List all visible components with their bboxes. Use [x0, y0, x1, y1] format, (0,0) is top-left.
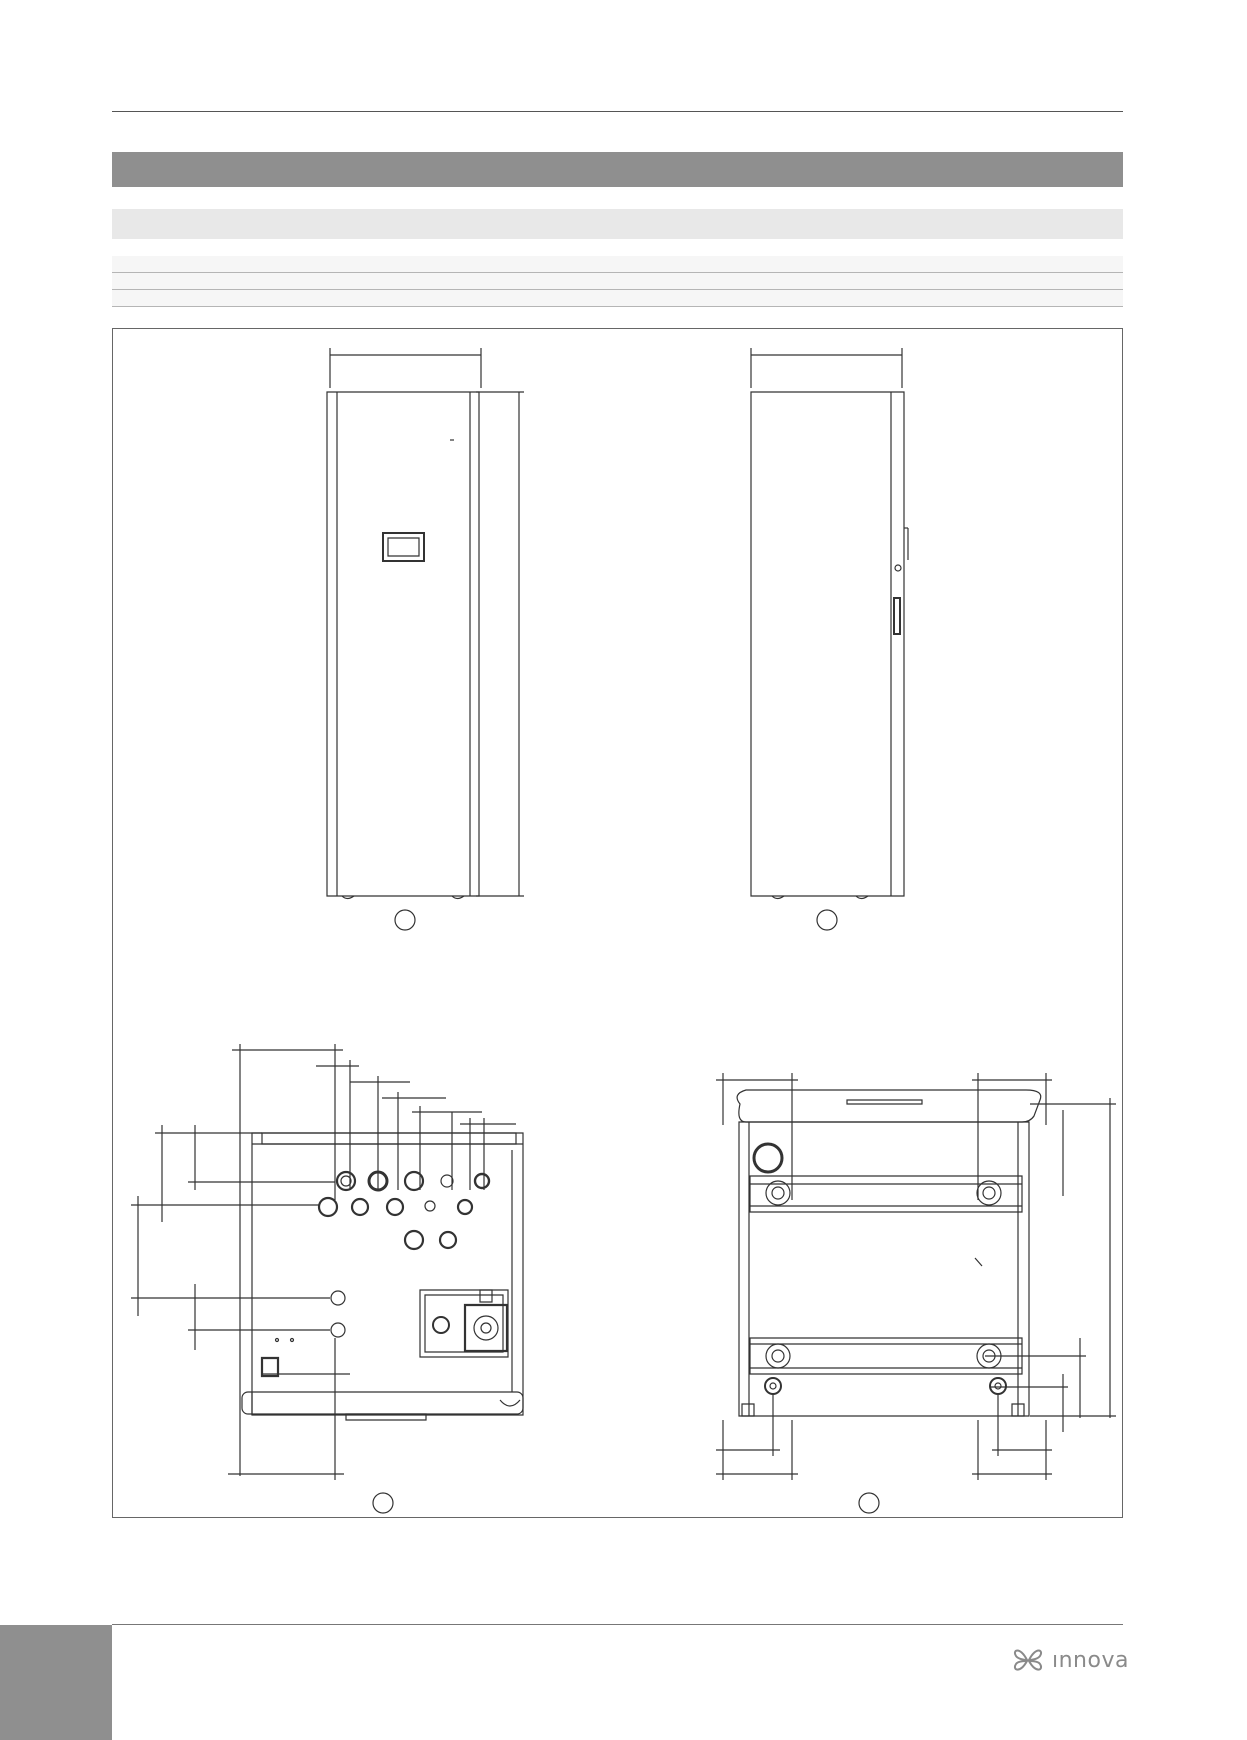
callout-marker — [373, 1493, 393, 1513]
front-view-drawing — [327, 348, 524, 930]
footer-rule — [112, 1624, 1123, 1625]
bottom-view-feet-drawing — [716, 1073, 1116, 1513]
callout-marker — [859, 1493, 879, 1513]
brand-name: ınnova — [1052, 1647, 1129, 1673]
top-view-connections-drawing — [131, 1044, 523, 1513]
butterfly-logo-icon — [1010, 1642, 1046, 1678]
side-view-drawing — [751, 348, 908, 930]
callout-marker — [817, 910, 837, 930]
callout-marker — [395, 910, 415, 930]
brand-logo — [1010, 1640, 1129, 1680]
page-number-tab — [0, 1625, 112, 1740]
